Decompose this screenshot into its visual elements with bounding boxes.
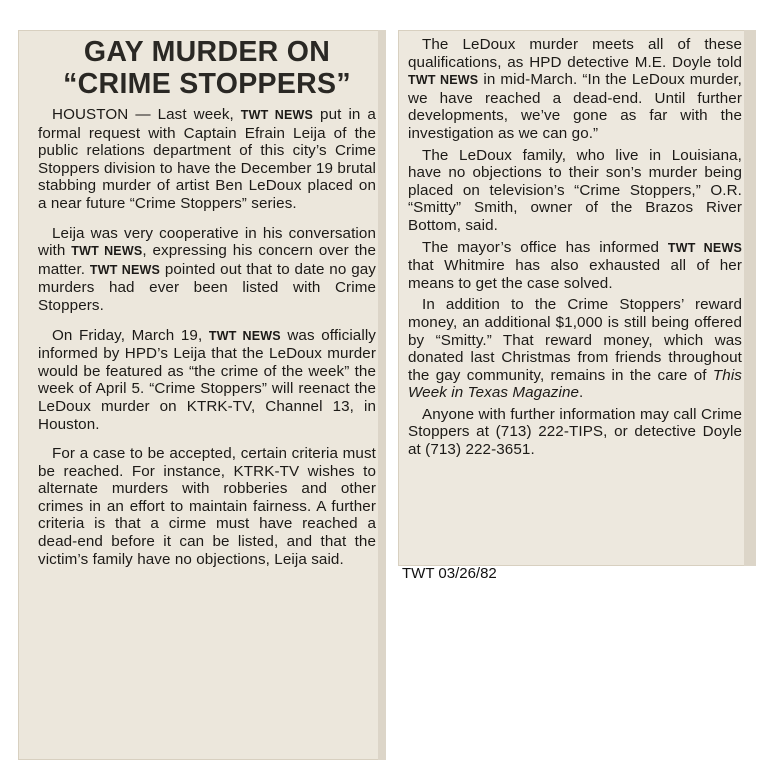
text: . [579,384,584,402]
paragraph-5 [408,36,742,143]
text: was officially informed by HPD’s Leija that the LeDoux murder would be featured as “the crime of the week” the week of April 5. “Crime Stoppers” will reenact the LeDoux murder on KTRK-TV, Channel 13, in Houston. [38,326,376,433]
paragraph-7 [408,239,742,293]
paragraph-6: The LeDoux family, who live in Louisiana, have no objections to their son’s murder being placed on television’s “Crime Stoppers,” O.R. “Smitty” Smith, owner of the Brazos River Bottom, said. [408,146,742,234]
paragraph-4: For a case to be accepted, certain criteria must be reached. For instance, KTRK-TV wishes to alternate murders with robberies and other crimes in an effort to maintain fairness. A further criteria is that a cirme must have reached a dead-end before it can be listed, and that the victim’s family have no objections, Leija said. [38,445,376,568]
text: On Friday, March 19, [52,326,209,344]
paragraph-3 [38,327,376,434]
headline-line-1: GAY MURDER ON [83,36,331,68]
article-column-left [38,106,376,580]
article-column-right [408,36,742,463]
paragraph-1 [38,106,376,213]
source-caption: TWT 03/26/82 [402,565,497,582]
brand-twt-news: TWT NEWS [71,244,143,259]
magazine-title: This Week in Texas Magazine [408,366,742,402]
text: in mid-March. “In the LeDoux murder, we have reached a dead-end. Until further developments, we’ve gone as far with the investigation as we can go.” [408,71,742,142]
headline-line-2: “CRIME STOPPERS” [63,68,351,100]
brand-twt-news: TWT NEWS [240,108,314,122]
bleed-through-edge [378,30,386,760]
text: The LeDoux murder meets all of these qualifications, as HPD detective M.E. Doyle told [408,36,742,71]
brand-twt-news: TWT NEWS [89,262,161,277]
clipping-right-column [398,30,756,566]
brand-twt-news: TWT NEWS [408,73,479,88]
brand-twt-news: TWT NEWS [667,240,742,255]
paragraph-8 [408,296,742,402]
text: that Whitmire has also exhausted all of her means to get the case solved. [408,257,742,292]
text: pointed out that to date no gay murders had ever been listed with Crime Stoppers. [38,260,376,314]
bleed-through-edge [744,30,756,566]
paragraph-9: Anyone with further information may call Crime Stoppers at (713) 222-TIPS, or detective Doyle at (713) 222-3651. [408,405,742,459]
brand-twt-news: TWT NEWS [208,328,281,343]
clipping-left-column [18,30,386,760]
text: In addition to the Crime Stoppers’ reward money, an additional $1,000 is still being offered by “Smitty.” That reward money, which was donated last Christmas from friends throughout the gay community, remains in the care of [408,296,742,384]
paragraph-2 [38,225,376,315]
text: HOUSTON — Last week, [52,106,241,123]
text: The mayor’s office has informed [422,238,668,256]
text: put in a formal request with Captain Efrain Leija of the public relations department of this city’s Crime Stoppers division to have the December 19 brutal stabbing murder of artist Ben LeDoux placed on a near future “Crime Stoppers” series. [38,106,376,212]
text: , expressing his concern over the matter. [38,242,376,278]
headline [38,36,376,100]
text: Leija was very cooperative in his conversation with [38,224,376,260]
